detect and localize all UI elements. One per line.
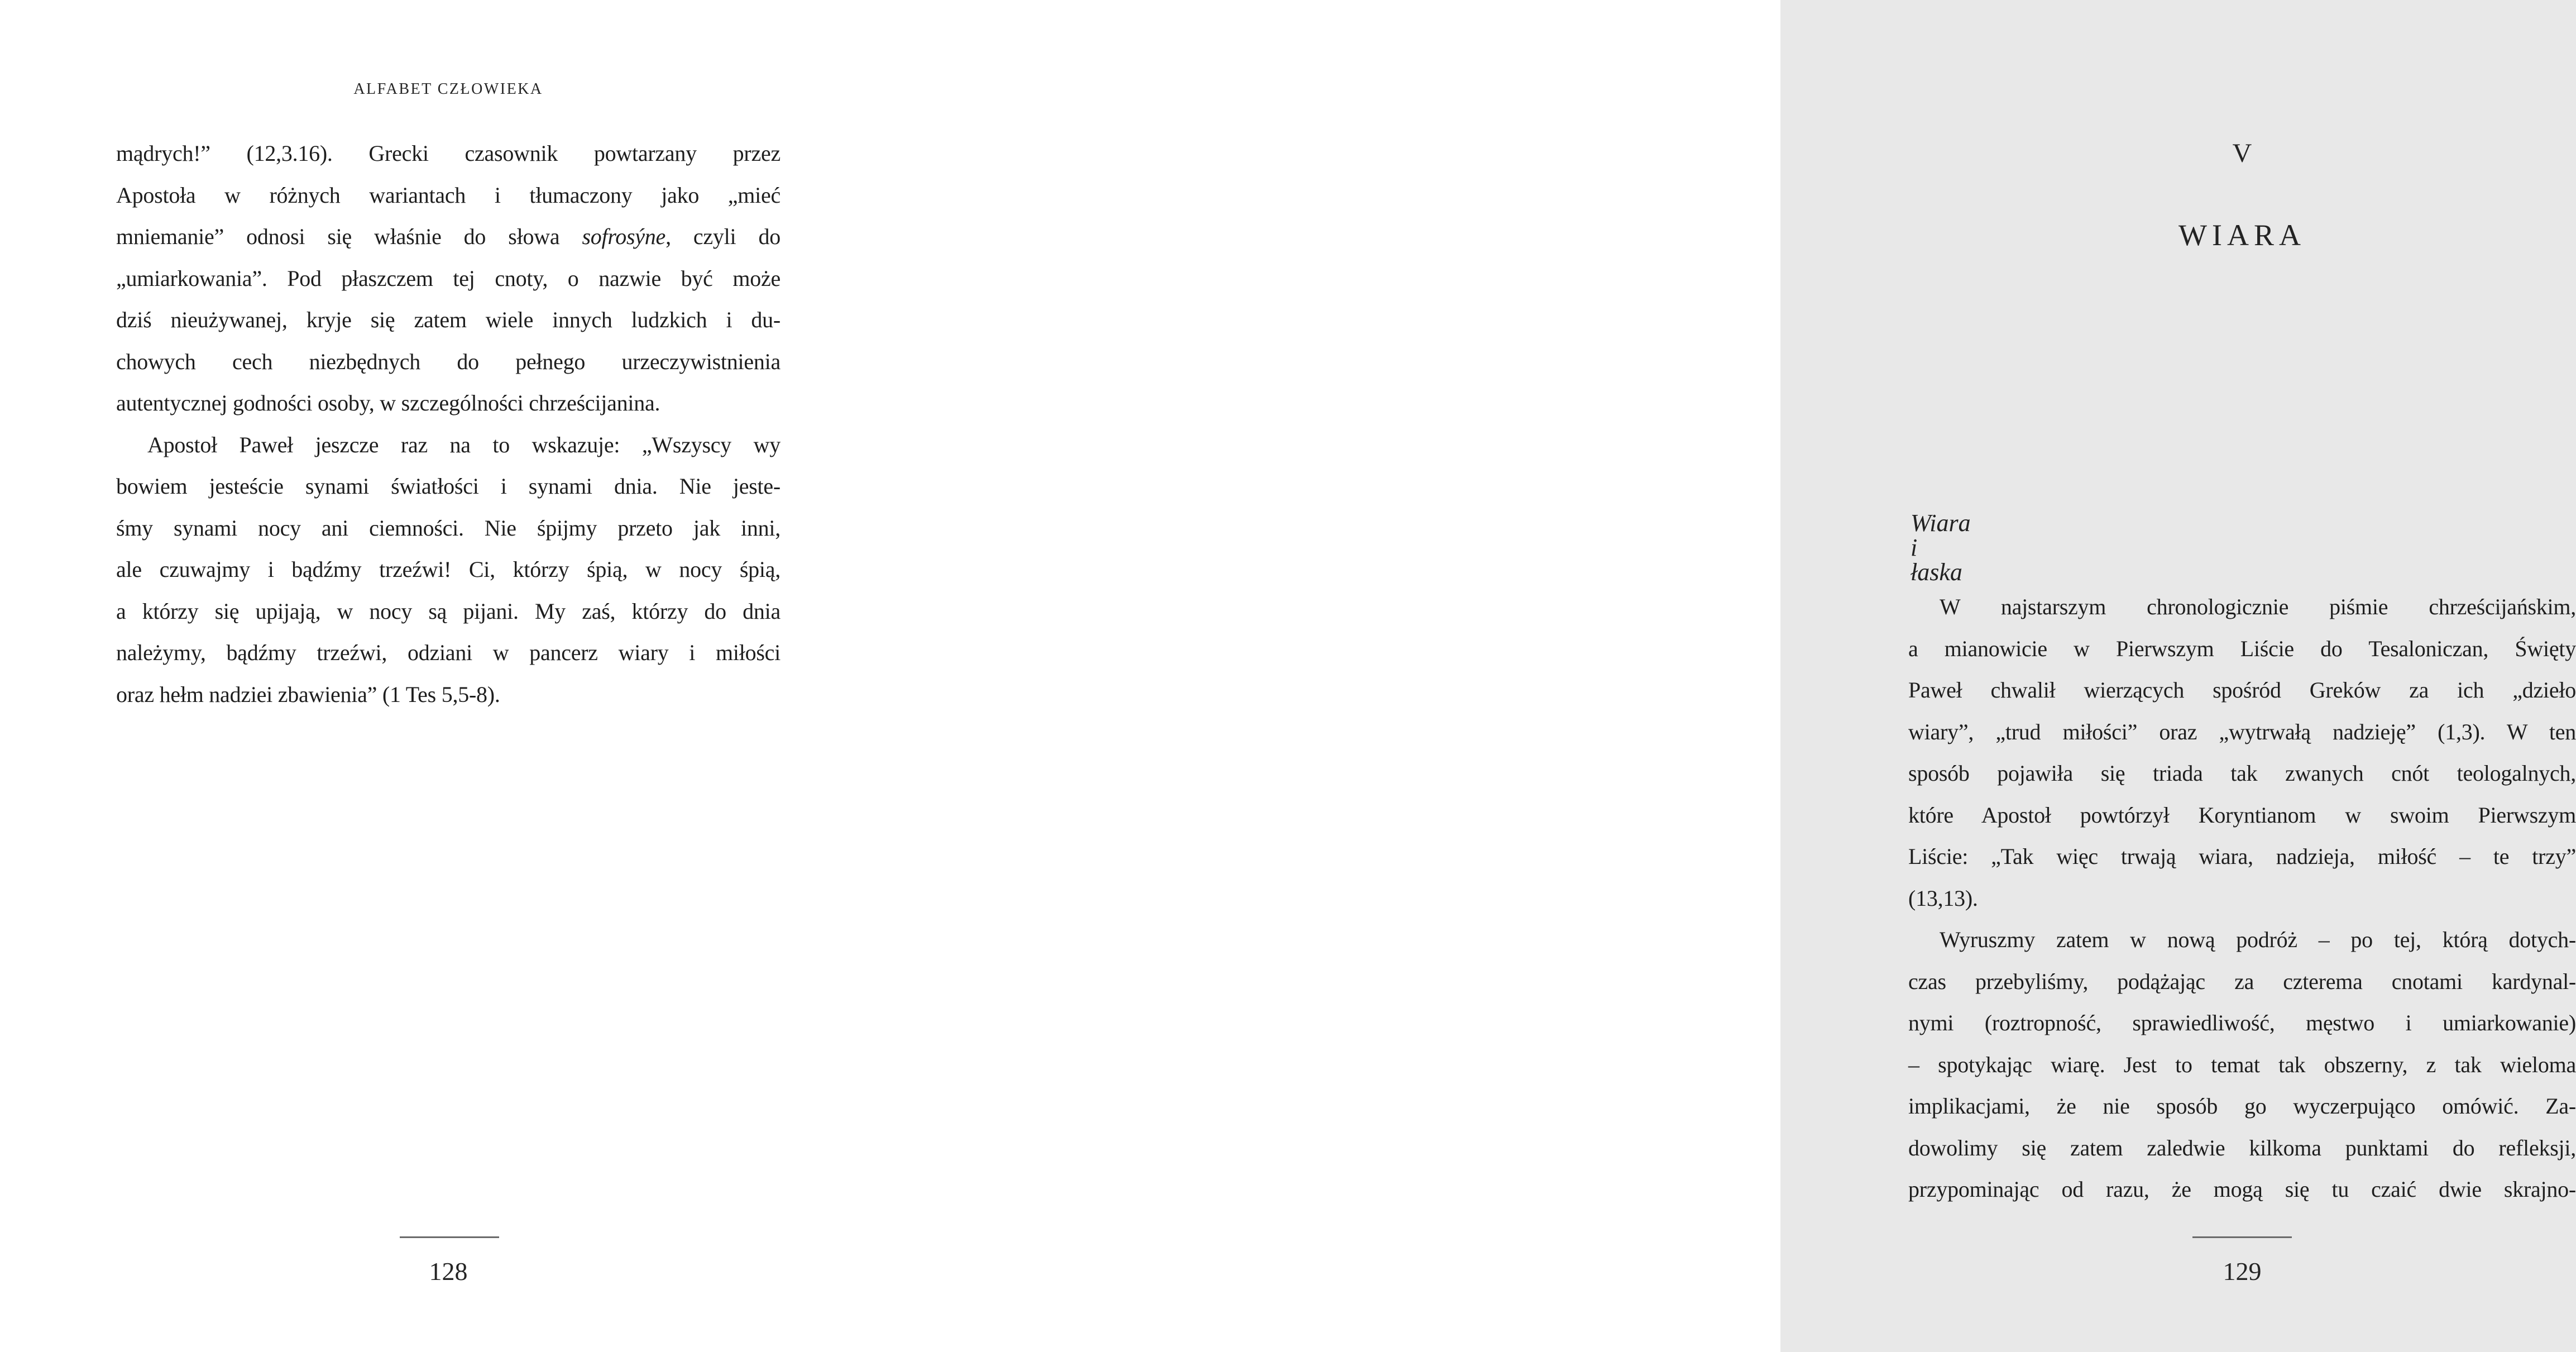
text-line: implikacjami, że nie sposób go wyczerpująco omówić. Za- [1908, 1093, 2576, 1119]
footer-divider [2192, 1236, 2292, 1238]
chapter-numeral: V [2232, 138, 2252, 168]
page-number: 128 [429, 1257, 468, 1286]
section-heading: Wiara i łaska [1911, 509, 1971, 586]
text-line: dowolimy się zatem zaledwie kilkoma punktami do refleksji, [1908, 1135, 2576, 1160]
text-line [116, 216, 781, 258]
text-line: mądrych!” (12,3.16). Grecki czasownik powtarzany przez [116, 141, 781, 166]
italic-term: sofrosýne [582, 224, 666, 249]
text-line: Wyruszmy zatem w nową podróż – po tej, którą dotych- [1940, 927, 2576, 952]
paragraph [1908, 919, 2576, 1211]
right-page-text [1908, 586, 2576, 1211]
text-line: Paweł chwalił wierzących spośród Greków za ich „dzieło [1908, 677, 2576, 703]
running-header: ALFABET CZŁOWIEKA [353, 80, 543, 98]
page-number: 129 [2223, 1257, 2262, 1286]
footer-divider [400, 1236, 499, 1238]
text-line: śmy synami nocy ani ciemności. Nie śpijmy przeto jak inni, [116, 515, 781, 541]
text-line: wiary”, „trud miłości” oraz „wytrwałą nadzieję” (1,3). W ten [1908, 719, 2576, 744]
paragraph [116, 424, 781, 716]
text-line: chowych cech niezbędnych do pełnego urzeczywistnienia [116, 348, 781, 374]
text-line: bowiem jesteście synami światłości i synami dnia. Nie jeste- [116, 474, 781, 499]
text-line: należymy, bądźmy trzeźwi, odziani w pancerz wiary i miłości [116, 640, 781, 665]
text-line: Apostoła w różnych wariantach i tłumaczony jako „mieć [116, 182, 781, 208]
left-page-text [116, 133, 781, 715]
text-line: – spotykając wiarę. Jest to temat tak obszerny, z tak wieloma [1908, 1052, 2576, 1077]
text-line: oraz hełm nadziei zbawienia” (1 Tes 5,5-8). [116, 681, 500, 707]
text-line: które Apostoł powtórzył Koryntianom w swoim Pierwszym [1908, 802, 2576, 828]
text-segment: mniemanie” odnosi się właśnie do słowa [116, 224, 582, 249]
left-page [0, 0, 890, 1352]
text-line: sposób pojawiła się triada tak zwanych cnót teologalnych, [1908, 761, 2576, 786]
text-line: ale czuwajmy i bądźmy trzeźwi! Ci, którzy śpią, w nocy śpią, [116, 557, 781, 582]
text-line: przypominając od razu, że mogą się tu czaić dwie skrajno- [1908, 1177, 2576, 1202]
text-line: Liście: „Tak więc trwają wiara, nadzieja, miłość – te trzy” [1908, 844, 2576, 869]
paragraph [1908, 586, 2576, 919]
text-line: (13,13). [1908, 885, 1978, 911]
chapter-title: WIARA [2178, 218, 2306, 252]
text-line: autentycznej godności osoby, w szczególności chrześcijanina. [116, 390, 660, 415]
text-line: dziś nieużywanej, kryje się zatem wiele innych ludzkich i du- [116, 307, 781, 332]
text-line: Apostoł Paweł jeszcze raz na to wskazuje: „Wszyscy wy [147, 432, 781, 457]
right-page [890, 0, 2576, 1352]
paragraph [116, 133, 781, 424]
text-line: „umiarkowania”. Pod płaszczem tej cnoty, o nazwie być może [116, 265, 781, 291]
text-line: czas przebyliśmy, podążając za czterema cnotami kardynal- [1908, 968, 2576, 994]
text-line: a którzy się upijają, w nocy są pijani. My zaś, którzy do dnia [116, 598, 781, 624]
text-line: nymi (roztropność, sprawiedliwość, męstwo i umiarkowanie) [1908, 1010, 2576, 1035]
text-line: a mianowicie w Pierwszym Liście do Tesaloniczan, Święty [1908, 636, 2576, 661]
text-line: W najstarszym chronologicznie piśmie chrześcijańskim, [1940, 594, 2576, 619]
text-segment: , czyli do [665, 224, 781, 249]
